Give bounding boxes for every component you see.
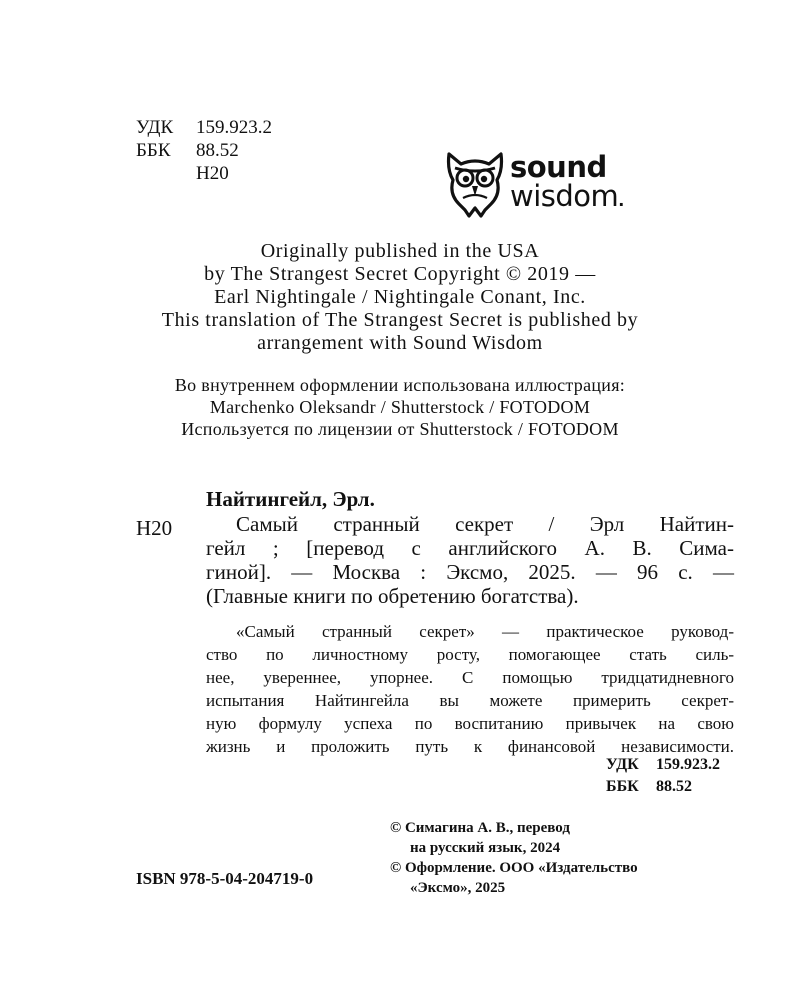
copyright-design-2: «Эксмо», 2025: [410, 880, 506, 896]
orig-line: arrangement with Sound Wisdom: [257, 332, 543, 354]
udk-line-bottom: [606, 754, 720, 776]
copyright-translation-1: © Симагина А. В., перевод: [390, 820, 570, 836]
logo-wisdom-text: wisdom: [510, 179, 619, 213]
udk-value-bottom: 159.923.2: [656, 756, 720, 773]
annotation: [206, 620, 734, 758]
logo-wordmark: [510, 150, 624, 215]
annotation-line: жизнь и проложить путь к финансовой независимости.: [206, 737, 734, 756]
classification-top: [136, 116, 272, 185]
orig-line: Earl Nightingale / Nightingale Conant, Inc.: [214, 286, 586, 308]
illus-line: Во внутреннем оформлении использована иллюстрация:: [174, 375, 626, 395]
orig-line: This translation of The Strangest Secret is published by: [161, 309, 639, 331]
illus-line: Используется по лицензии от Shutterstock / FOTODOM: [181, 419, 619, 439]
copyright-translation-2: на русский язык, 2024: [410, 840, 561, 856]
illus-line: Marchenko Oleksandr / Shutterstock / FOTODOM: [209, 397, 591, 417]
record-line: (Главные книги по обретению богатства).: [206, 584, 579, 608]
annotation-line: ство по личностному росту, помогающее стать силь-: [206, 645, 734, 664]
bbk-label-bottom: ББК: [606, 778, 639, 795]
udk-value: 159.923.2: [196, 117, 272, 138]
record-author-sign: Н20: [136, 516, 173, 540]
udk-label-bottom: УДК: [606, 756, 639, 773]
classification-bottom: [606, 754, 720, 798]
record-line: Самый странный секрет / Эрл Найтин-: [236, 512, 734, 536]
annotation-line: «Самый странный секрет» — практическое руковод-: [236, 622, 734, 641]
logo-dot: .: [618, 191, 624, 210]
annotation-line: ную формулу успеха по воспитанию привычек на свою: [206, 714, 734, 733]
publisher-logo: [443, 150, 653, 220]
bbk-line: [136, 139, 272, 162]
bbk-line-bottom: [606, 776, 720, 798]
original-publication-notice: [0, 240, 800, 355]
orig-line: Originally published in the USA: [260, 240, 540, 262]
record-author: Найтингейл, Эрл.: [206, 487, 375, 511]
annotation-line: нее, увереннее, упорнее. С помощью тридцатидневного: [206, 668, 734, 687]
illustration-credits: [0, 374, 800, 440]
bbk-value: 88.52: [196, 140, 239, 161]
logo-line-sound: sound: [510, 150, 607, 184]
logo-line-wisdom: [510, 179, 624, 215]
bbk-label: ББК: [136, 140, 171, 161]
author-sign-line: [136, 162, 272, 185]
copyright-design-1: © Оформление. ООО «Издательство: [390, 860, 638, 876]
record-line: гейл ; [перевод с английского А. В. Сима-: [206, 536, 734, 560]
record-description: [206, 512, 734, 608]
author-sign-top: Н20: [196, 163, 229, 184]
udk-label: УДК: [136, 117, 174, 138]
bbk-value-bottom: 88.52: [656, 778, 692, 795]
record-line: гиной]. — Москва : Эксмо, 2025. — 96 с. —: [206, 560, 734, 584]
annotation-line: испытания Найтингейла вы можете примерить секрет-: [206, 691, 734, 710]
udk-line: [136, 116, 272, 139]
owl-icon: [443, 150, 507, 218]
isbn: ISBN 978-5-04-204719-0: [136, 869, 314, 888]
copyright-block: [390, 818, 638, 898]
orig-line: by The Strangest Secret Copyright © 2019 —: [204, 263, 596, 285]
